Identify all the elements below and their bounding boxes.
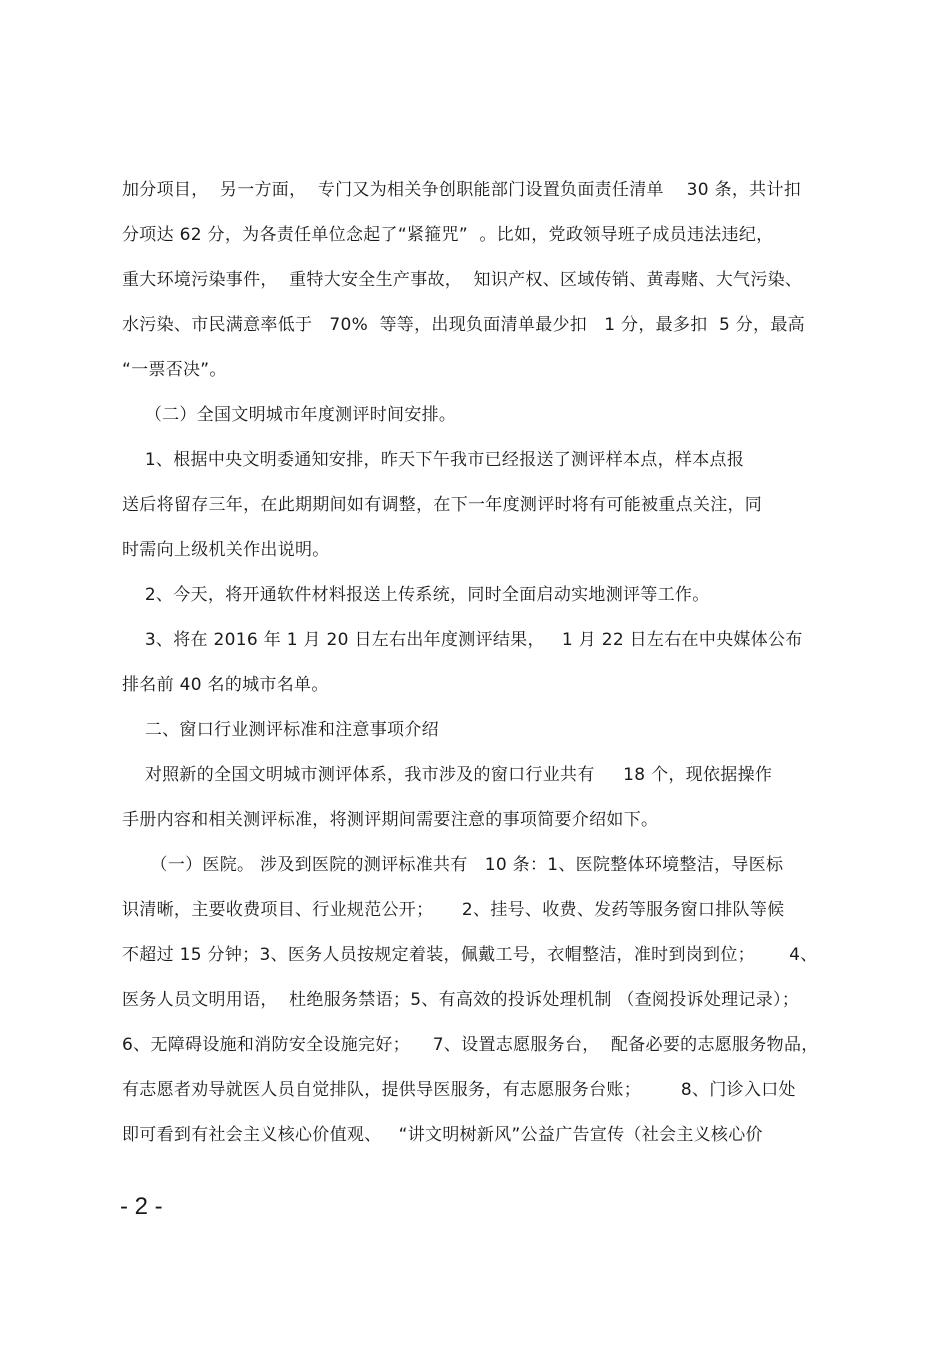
body-text-line: （一）医院。 涉及到医院的测评标准共有 10 条：1、医院整体环境整洁，导医标 bbox=[122, 855, 784, 875]
body-text-line: 3、将在 2016 年 1 月 20 日左右出年度测评结果， 1 月 22 日左右在中央媒体公布 bbox=[122, 630, 803, 650]
page-number: - 2 - bbox=[120, 1193, 163, 1220]
section-heading: 二、窗口行业测评标准和注意事项介绍 bbox=[122, 720, 439, 740]
body-text-line: 水污染、市民满意率低于 70% 等等，出现负面清单最少扣 1 分，最多扣 5 分，最高 bbox=[122, 315, 805, 335]
section-heading: （二）全国文明城市年度测评时间安排。 bbox=[122, 405, 457, 425]
body-text-line: 时需向上级机关作出说明。 bbox=[122, 540, 330, 560]
body-text-line: 有志愿者劝导就医人员自觉排队，提供导医服务，有志愿服务台账； 8、门诊入口处 bbox=[122, 1080, 796, 1100]
body-text-line: 2、今天，将开通软件材料报送上传系统，同时全面启动实地测评等工作。 bbox=[122, 585, 710, 605]
body-text-line: 重大环境污染事件， 重特大安全生产事故， 知识产权、区域传销、黄毒赌、大气污染、 bbox=[122, 270, 803, 290]
body-text-line: 识清晰，主要收费项目、行业规范公开； 2、挂号、收费、发药等服务窗口排队等候 bbox=[122, 900, 785, 920]
body-text-line: 对照新的全国文明城市测评体系，我市涉及的窗口行业共有 18 个，现依据操作 bbox=[122, 765, 773, 785]
body-text-line: 排名前 40 名的城市名单。 bbox=[122, 675, 329, 695]
body-text-line: 6、无障碍设施和消防安全设施完好； 7、设置志愿服务台， 配备必要的志愿服务物品， bbox=[122, 1035, 819, 1055]
body-text-line: 手册内容和相关测评标准，将测评期间需要注意的事项简要介绍如下。 bbox=[122, 810, 659, 830]
body-text-line: 医务人员文明用语， 杜绝服务禁语；5、有高效的投诉处理机制 （查阅投诉处理记录）； bbox=[122, 990, 800, 1010]
body-text-line: 分项达 62 分，为各责任单位念起了“紧箍咒” 。比如，党政领导班子成员违法违纪， bbox=[122, 225, 774, 245]
body-text-line: 不超过 15 分钟；3、医务人员按规定着装，佩戴工号，衣帽整洁，准时到岗到位； 4、 bbox=[122, 945, 818, 965]
body-text-line: 加分项目， 另一方面， 专门又为相关争创职能部门设置负面责任清单 30 条，共计扣 bbox=[122, 180, 802, 200]
body-text-line: “一票否决”。 bbox=[122, 360, 227, 380]
body-text-line: 送后将留存三年，在此期期间如有调整，在下一年度测评时将有可能被重点关注，同 bbox=[122, 495, 763, 515]
body-text-line: 即可看到有社会主义核心价值观、 “讲文明树新风”公益广告宣传（社会主义核心价 bbox=[122, 1125, 763, 1145]
body-text-line: 1、根据中央文明委通知安排，昨天下午我市已经报送了测评样本点，样本点报 bbox=[122, 450, 745, 470]
